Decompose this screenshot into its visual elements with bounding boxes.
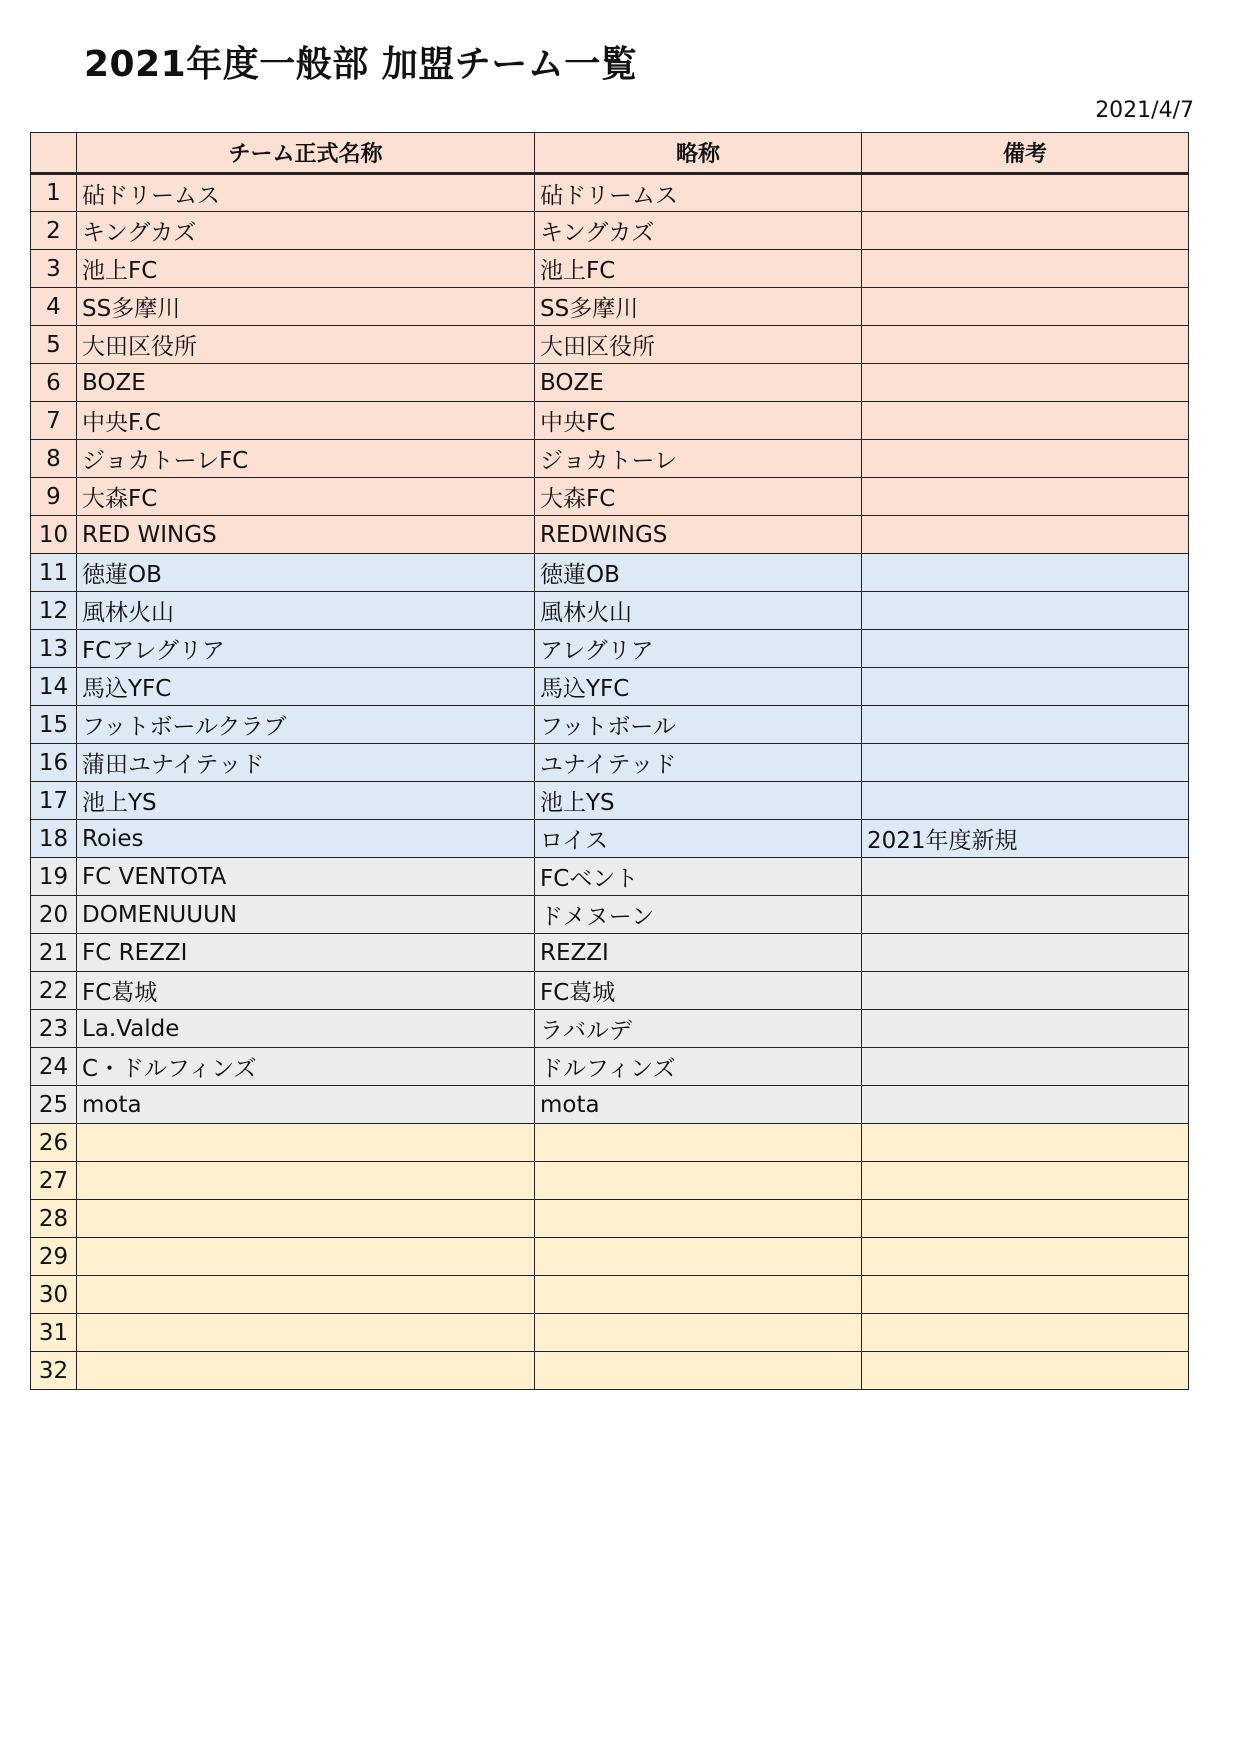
remarks-cell [862, 630, 1189, 668]
row-number-cell: 19 [31, 858, 77, 896]
table-row [31, 1314, 1189, 1352]
table-row [31, 440, 1189, 478]
abbreviation-cell: ラバルデ [535, 1010, 862, 1048]
row-number-cell: 15 [31, 706, 77, 744]
abbreviation-cell: REDWINGS [535, 516, 862, 554]
abbreviation-cell: 池上FC [535, 250, 862, 288]
team-name-cell: DOMENUUUN [77, 896, 535, 934]
team-name-cell [77, 1238, 535, 1276]
table-row [31, 1048, 1189, 1086]
row-number-cell: 25 [31, 1086, 77, 1124]
table-row [31, 1352, 1189, 1390]
abbreviation-cell: キングカズ [535, 212, 862, 250]
abbreviation-cell: ドルフィンズ [535, 1048, 862, 1086]
abbreviation-cell [535, 1238, 862, 1276]
team-name-cell: 蒲田ユナイテッド [77, 744, 535, 782]
row-number-cell: 8 [31, 440, 77, 478]
team-name-cell [77, 1276, 535, 1314]
abbreviation-cell [535, 1162, 862, 1200]
team-name-cell: C・ドルフィンズ [77, 1048, 535, 1086]
team-name-cell: 池上YS [77, 782, 535, 820]
table-row [31, 1086, 1189, 1124]
remarks-cell [862, 364, 1189, 402]
remarks-cell [862, 744, 1189, 782]
row-number-cell: 31 [31, 1314, 77, 1352]
header-official-name: チーム正式名称 [77, 133, 535, 174]
table-row [31, 1200, 1189, 1238]
team-name-cell: 大田区役所 [77, 326, 535, 364]
remarks-cell [862, 1314, 1189, 1352]
remarks-cell [862, 1238, 1189, 1276]
table-row [31, 326, 1189, 364]
team-name-cell [77, 1124, 535, 1162]
remarks-cell [862, 1124, 1189, 1162]
team-name-cell [77, 1200, 535, 1238]
abbreviation-cell: 馬込YFC [535, 668, 862, 706]
row-number-cell: 2 [31, 212, 77, 250]
team-name-cell: 徳蓮OB [77, 554, 535, 592]
remarks-cell [862, 1276, 1189, 1314]
table-row [31, 1238, 1189, 1276]
abbreviation-cell: 大森FC [535, 478, 862, 516]
row-number-cell: 3 [31, 250, 77, 288]
table-row [31, 364, 1189, 402]
row-number-cell: 23 [31, 1010, 77, 1048]
abbreviation-cell [535, 1314, 862, 1352]
remarks-cell [862, 1010, 1189, 1048]
row-number-cell: 27 [31, 1162, 77, 1200]
team-name-cell: Roies [77, 820, 535, 858]
remarks-cell [862, 896, 1189, 934]
row-number-cell: 6 [31, 364, 77, 402]
row-number-cell: 13 [31, 630, 77, 668]
abbreviation-cell: FCベント [535, 858, 862, 896]
remarks-cell [862, 592, 1189, 630]
row-number-cell: 29 [31, 1238, 77, 1276]
remarks-cell: 2021年度新規 [862, 820, 1189, 858]
abbreviation-cell [535, 1352, 862, 1390]
row-number-cell: 16 [31, 744, 77, 782]
team-name-cell: 大森FC [77, 478, 535, 516]
table-row [31, 288, 1189, 326]
page-title: 2021年度一般部 加盟チーム一覧 [84, 44, 638, 85]
row-number-cell: 20 [31, 896, 77, 934]
abbreviation-cell [535, 1124, 862, 1162]
table-row [31, 744, 1189, 782]
remarks-cell [862, 1200, 1189, 1238]
table-row [31, 706, 1189, 744]
team-name-cell: BOZE [77, 364, 535, 402]
team-name-cell: キングカズ [77, 212, 535, 250]
remarks-cell [862, 440, 1189, 478]
table-row [31, 592, 1189, 630]
abbreviation-cell: ロイス [535, 820, 862, 858]
table-row [31, 820, 1189, 858]
table-body [31, 174, 1189, 1390]
table-row [31, 896, 1189, 934]
team-name-cell [77, 1162, 535, 1200]
row-number-cell: 1 [31, 174, 77, 212]
header-number [31, 133, 77, 174]
abbreviation-cell: 風林火山 [535, 592, 862, 630]
team-table [30, 132, 1189, 1390]
table-row [31, 1124, 1189, 1162]
remarks-cell [862, 288, 1189, 326]
team-name-cell: FC REZZI [77, 934, 535, 972]
team-name-cell: La.Valde [77, 1010, 535, 1048]
remarks-cell [862, 516, 1189, 554]
team-name-cell: SS多摩川 [77, 288, 535, 326]
abbreviation-cell: ドメヌーン [535, 896, 862, 934]
table-row [31, 212, 1189, 250]
row-number-cell: 32 [31, 1352, 77, 1390]
team-name-cell: 砧ドリームス [77, 174, 535, 212]
row-number-cell: 7 [31, 402, 77, 440]
table-row [31, 250, 1189, 288]
table-row [31, 782, 1189, 820]
team-name-cell: RED WINGS [77, 516, 535, 554]
remarks-cell [862, 858, 1189, 896]
row-number-cell: 30 [31, 1276, 77, 1314]
abbreviation-cell: 中央FC [535, 402, 862, 440]
row-number-cell: 10 [31, 516, 77, 554]
document-date: 2021/4/7 [1095, 98, 1194, 123]
row-number-cell: 12 [31, 592, 77, 630]
abbreviation-cell: 徳蓮OB [535, 554, 862, 592]
team-name-cell: mota [77, 1086, 535, 1124]
team-name-cell: フットボールクラブ [77, 706, 535, 744]
remarks-cell [862, 402, 1189, 440]
remarks-cell [862, 326, 1189, 364]
remarks-cell [862, 174, 1189, 212]
team-name-cell: 中央F.C [77, 402, 535, 440]
team-name-cell: 池上FC [77, 250, 535, 288]
remarks-cell [862, 1086, 1189, 1124]
remarks-cell [862, 668, 1189, 706]
header-abbreviation: 略称 [535, 133, 862, 174]
table-row [31, 478, 1189, 516]
team-name-cell: 馬込YFC [77, 668, 535, 706]
row-number-cell: 9 [31, 478, 77, 516]
table-row [31, 972, 1189, 1010]
row-number-cell: 24 [31, 1048, 77, 1086]
table-row [31, 174, 1189, 212]
row-number-cell: 4 [31, 288, 77, 326]
remarks-cell [862, 478, 1189, 516]
table-row [31, 554, 1189, 592]
team-name-cell: 風林火山 [77, 592, 535, 630]
abbreviation-cell [535, 1200, 862, 1238]
table-row [31, 1276, 1189, 1314]
abbreviation-cell: 砧ドリームス [535, 174, 862, 212]
remarks-cell [862, 1162, 1189, 1200]
remarks-cell [862, 934, 1189, 972]
header-remarks: 備考 [862, 133, 1189, 174]
abbreviation-cell: ジョカトーレ [535, 440, 862, 478]
table-row [31, 934, 1189, 972]
team-name-cell: FCアレグリア [77, 630, 535, 668]
table-row [31, 858, 1189, 896]
remarks-cell [862, 1048, 1189, 1086]
remarks-cell [862, 554, 1189, 592]
row-number-cell: 14 [31, 668, 77, 706]
abbreviation-cell: フットボール [535, 706, 862, 744]
table-row [31, 630, 1189, 668]
remarks-cell [862, 972, 1189, 1010]
team-name-cell: ジョカトーレFC [77, 440, 535, 478]
abbreviation-cell [535, 1276, 862, 1314]
team-name-cell [77, 1352, 535, 1390]
abbreviation-cell: mota [535, 1086, 862, 1124]
table-row [31, 402, 1189, 440]
abbreviation-cell: 池上YS [535, 782, 862, 820]
remarks-cell [862, 250, 1189, 288]
team-name-cell: FC葛城 [77, 972, 535, 1010]
abbreviation-cell: BOZE [535, 364, 862, 402]
row-number-cell: 22 [31, 972, 77, 1010]
table-row [31, 1162, 1189, 1200]
remarks-cell [862, 1352, 1189, 1390]
table-header-row [31, 133, 1189, 174]
remarks-cell [862, 706, 1189, 744]
team-name-cell [77, 1314, 535, 1352]
row-number-cell: 17 [31, 782, 77, 820]
table-row [31, 1010, 1189, 1048]
abbreviation-cell: 大田区役所 [535, 326, 862, 364]
abbreviation-cell: ユナイテッド [535, 744, 862, 782]
team-name-cell: FC VENTOTA [77, 858, 535, 896]
row-number-cell: 11 [31, 554, 77, 592]
row-number-cell: 28 [31, 1200, 77, 1238]
row-number-cell: 21 [31, 934, 77, 972]
remarks-cell [862, 212, 1189, 250]
row-number-cell: 18 [31, 820, 77, 858]
row-number-cell: 26 [31, 1124, 77, 1162]
remarks-cell [862, 782, 1189, 820]
abbreviation-cell: アレグリア [535, 630, 862, 668]
abbreviation-cell: FC葛城 [535, 972, 862, 1010]
abbreviation-cell: REZZI [535, 934, 862, 972]
table-row [31, 668, 1189, 706]
table-row [31, 516, 1189, 554]
row-number-cell: 5 [31, 326, 77, 364]
abbreviation-cell: SS多摩川 [535, 288, 862, 326]
